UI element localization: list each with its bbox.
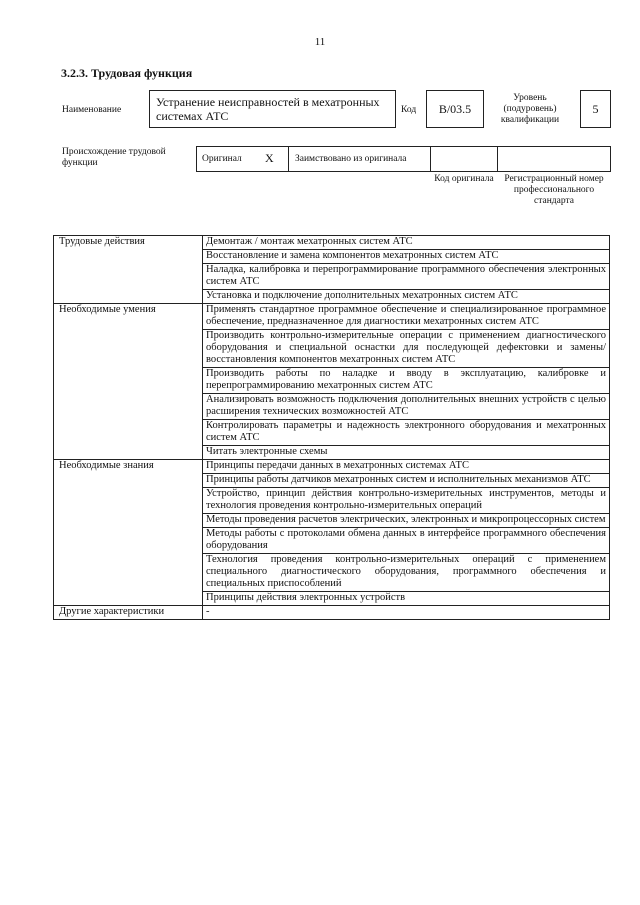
category-cell: Трудовые действия [54, 236, 203, 304]
table-cell: Принципы действия электронных устройств [203, 592, 610, 606]
table-cell: Восстановление и замена компонентов мехатронных систем АТС [203, 250, 610, 264]
level-box [580, 90, 611, 128]
page-number: 11 [314, 36, 326, 48]
table-cell: Принципы работы датчиков мехатронных систем и исполнительных механизмов АТС [203, 474, 610, 488]
table-row [54, 460, 610, 474]
origin-label: Происхождение трудовой функции [62, 147, 166, 168]
original-label: Оригинал [202, 154, 242, 164]
function-name: Устранение неисправностей в мехатронных системах АТС [156, 95, 380, 123]
original-box [196, 146, 289, 172]
section-title: 3.2.3. Трудовая функция [61, 66, 193, 80]
table-cell: Применять стандартное программное обеспечение и специализированное программное обеспечение, предназначенное для диагностики мехатронных систем АТС [203, 304, 610, 330]
function-code-box [426, 90, 484, 128]
category-cell: Необходимые умения [54, 304, 203, 460]
table-cell: Устройство, принцип действия контрольно-измерительных инструментов, методы и технология проведения контрольно-измерительных операций [203, 488, 610, 514]
table-cell: Производить работы по наладке и вводу в эксплуатацию, калибровке и перепрограммированию мехатронных систем АТС [203, 368, 610, 394]
original-mark: X [265, 151, 274, 165]
table-row [54, 606, 610, 620]
code-label: Код [401, 105, 417, 115]
code-original-box [430, 146, 498, 172]
table-row [54, 236, 610, 250]
function-code: B/03.5 [438, 102, 472, 116]
table-cell: - [203, 606, 610, 620]
category-cell: Другие характеристики [54, 606, 203, 620]
table-row [54, 304, 610, 330]
table-cell: Контролировать параметры и надежность электронного оборудования и мехатронных систем АТС [203, 420, 610, 446]
name-label: Наименование [62, 105, 122, 115]
level-value: 5 [592, 102, 599, 116]
table-cell: Методы проведения расчетов электрических, электронных и микропроцессорных систем [203, 514, 610, 528]
code-original-label: Код оригинала [434, 174, 494, 184]
borrowed-box [288, 146, 431, 172]
reg-number-box [497, 146, 611, 172]
table-cell: Технология проведения контрольно-измерительных операций с применением специального диагностического оборудования, программного обеспечения и специальных приспособлений [203, 554, 610, 592]
function-table [53, 235, 610, 620]
table-cell: Анализировать возможность подключения дополнительных внешних устройств с целью расширения технических возможностей АТС [203, 394, 610, 420]
borrowed-label: Заимствовано из оригинала [295, 154, 407, 164]
table-cell: Принципы передачи данных в мехатронных системах АТС [203, 460, 610, 474]
function-name-box [149, 90, 396, 128]
table-cell: Установка и подключение дополнительных мехатронных систем АТС [203, 290, 610, 304]
category-cell: Необходимые знания [54, 460, 203, 606]
reg-number-label: Регистрационный номер профессионального стандарта [504, 174, 604, 206]
table-cell: Демонтаж / монтаж мехатронных систем АТС [203, 236, 610, 250]
table-cell: Наладка, калибровка и перепрограммирование программного обеспечения электронных систем АТС [203, 264, 610, 290]
table-cell: Производить контрольно-измерительные операции с применением диагностического оборудования и специальной оснастки для последующей дефектовки и замены/восстановления компонентов мехатронных систем АТС [203, 330, 610, 368]
table-cell: Читать электронные схемы [203, 446, 610, 460]
table-cell: Методы работы с протоколами обмена данных в интерфейсе программного обеспечения оборудования [203, 528, 610, 554]
level-label: Уровень (подуровень) квалификации [500, 93, 560, 125]
